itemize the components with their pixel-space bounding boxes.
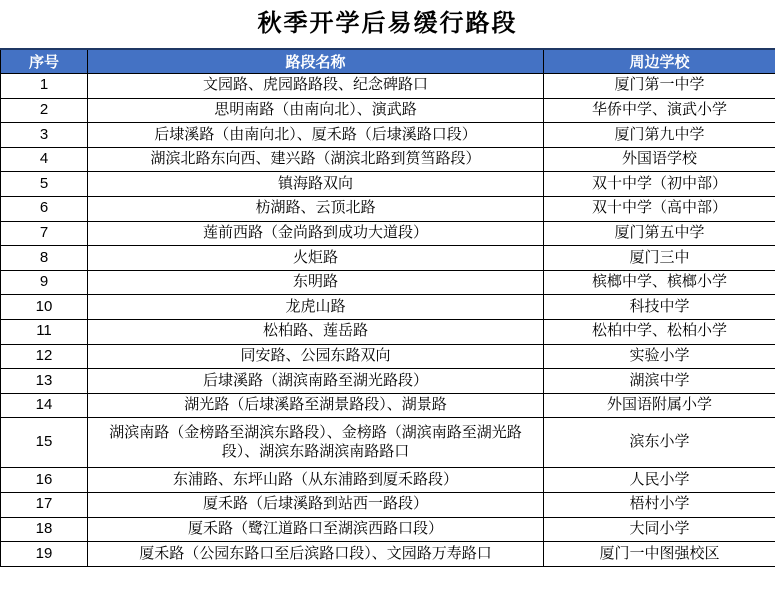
cell-number: 10 bbox=[1, 295, 88, 320]
cell-nearby-school: 松柏中学、松柏小学 bbox=[544, 319, 775, 344]
cell-number: 16 bbox=[1, 468, 88, 493]
cell-number: 18 bbox=[1, 517, 88, 542]
cell-number: 17 bbox=[1, 492, 88, 517]
cell-road-name: 同安路、公园东路双向 bbox=[88, 344, 544, 369]
cell-road-name: 东浦路、东坪山路（从东浦路到厦禾路段） bbox=[88, 468, 544, 493]
cell-number: 14 bbox=[1, 393, 88, 418]
cell-road-name: 后埭溪路（由南向北）、厦禾路（后埭溪路口段） bbox=[88, 123, 544, 148]
cell-nearby-school: 槟榔中学、槟榔小学 bbox=[544, 270, 775, 295]
table-row bbox=[1, 468, 775, 493]
page-title: 秋季开学后易缓行路段 bbox=[0, 8, 775, 40]
table-row bbox=[1, 393, 775, 418]
table-row bbox=[1, 517, 775, 542]
cell-road-name: 厦禾路（公园东路口至后滨路口段）、文园路万寿路口 bbox=[88, 542, 544, 567]
cell-nearby-school: 湖滨中学 bbox=[544, 369, 775, 394]
header-cell-road-name: 路段名称 bbox=[88, 49, 544, 74]
table-row bbox=[1, 172, 775, 197]
cell-number: 1 bbox=[1, 74, 88, 99]
cell-road-name: 松柏路、莲岳路 bbox=[88, 319, 544, 344]
table-row bbox=[1, 196, 775, 221]
cell-nearby-school: 厦门一中图强校区 bbox=[544, 542, 775, 567]
cell-road-name: 枋湖路、云顶北路 bbox=[88, 196, 544, 221]
cell-road-name: 龙虎山路 bbox=[88, 295, 544, 320]
cell-nearby-school: 厦门三中 bbox=[544, 246, 775, 271]
page bbox=[0, 8, 775, 567]
cell-number: 11 bbox=[1, 319, 88, 344]
cell-number: 6 bbox=[1, 196, 88, 221]
cell-road-name: 湖光路（后埭溪路至湖景路段）、湖景路 bbox=[88, 393, 544, 418]
table-header-row bbox=[1, 49, 775, 74]
table-row bbox=[1, 123, 775, 148]
table-body bbox=[1, 74, 775, 567]
table-row bbox=[1, 369, 775, 394]
cell-nearby-school: 大同小学 bbox=[544, 517, 775, 542]
header-cell-number: 序号 bbox=[1, 49, 88, 74]
cell-nearby-school: 外国语学校 bbox=[544, 147, 775, 172]
table-row bbox=[1, 98, 775, 123]
cell-road-name: 湖滨南路（金榜路至湖滨东路段）、金榜路（湖滨南路至湖光路段）、湖滨东路湖滨南路路口 bbox=[88, 418, 544, 468]
cell-number: 9 bbox=[1, 270, 88, 295]
cell-number: 7 bbox=[1, 221, 88, 246]
table-row bbox=[1, 147, 775, 172]
table-row bbox=[1, 344, 775, 369]
cell-number: 15 bbox=[1, 418, 88, 468]
cell-road-name: 后埭溪路（湖滨南路至湖光路段） bbox=[88, 369, 544, 394]
table-row bbox=[1, 319, 775, 344]
cell-number: 2 bbox=[1, 98, 88, 123]
table-row bbox=[1, 418, 775, 468]
cell-nearby-school: 滨东小学 bbox=[544, 418, 775, 468]
table-row bbox=[1, 270, 775, 295]
table-row bbox=[1, 74, 775, 99]
cell-nearby-school: 人民小学 bbox=[544, 468, 775, 493]
cell-nearby-school: 厦门第九中学 bbox=[544, 123, 775, 148]
table-row bbox=[1, 221, 775, 246]
cell-number: 13 bbox=[1, 369, 88, 394]
cell-number: 8 bbox=[1, 246, 88, 271]
cell-nearby-school: 厦门第五中学 bbox=[544, 221, 775, 246]
cell-road-name: 厦禾路（鹭江道路口至湖滨西路口段） bbox=[88, 517, 544, 542]
cell-number: 5 bbox=[1, 172, 88, 197]
cell-road-name: 厦禾路（后埭溪路到站西一路段） bbox=[88, 492, 544, 517]
cell-nearby-school: 华侨中学、演武小学 bbox=[544, 98, 775, 123]
table-row bbox=[1, 492, 775, 517]
cell-nearby-school: 厦门第一中学 bbox=[544, 74, 775, 99]
cell-nearby-school: 双十中学（初中部） bbox=[544, 172, 775, 197]
cell-number: 12 bbox=[1, 344, 88, 369]
cell-road-name: 思明南路（由南向北）、演武路 bbox=[88, 98, 544, 123]
header-cell-nearby-school: 周边学校 bbox=[544, 49, 775, 74]
cell-nearby-school: 梧村小学 bbox=[544, 492, 775, 517]
cell-road-name: 莲前西路（金尚路到成功大道段） bbox=[88, 221, 544, 246]
cell-road-name: 镇海路双向 bbox=[88, 172, 544, 197]
table-row bbox=[1, 542, 775, 567]
cell-nearby-school: 科技中学 bbox=[544, 295, 775, 320]
cell-number: 19 bbox=[1, 542, 88, 567]
cell-nearby-school: 双十中学（高中部） bbox=[544, 196, 775, 221]
cell-road-name: 湖滨北路东向西、建兴路（湖滨北路到筼筜路段） bbox=[88, 147, 544, 172]
cell-number: 3 bbox=[1, 123, 88, 148]
cell-road-name: 火炬路 bbox=[88, 246, 544, 271]
cell-number: 4 bbox=[1, 147, 88, 172]
cell-road-name: 东明路 bbox=[88, 270, 544, 295]
cell-road-name: 文园路、虎园路路段、纪念碑路口 bbox=[88, 74, 544, 99]
cell-nearby-school: 外国语附属小学 bbox=[544, 393, 775, 418]
slow-roads-table bbox=[0, 48, 775, 567]
table-row bbox=[1, 295, 775, 320]
table-row bbox=[1, 246, 775, 271]
cell-nearby-school: 实验小学 bbox=[544, 344, 775, 369]
